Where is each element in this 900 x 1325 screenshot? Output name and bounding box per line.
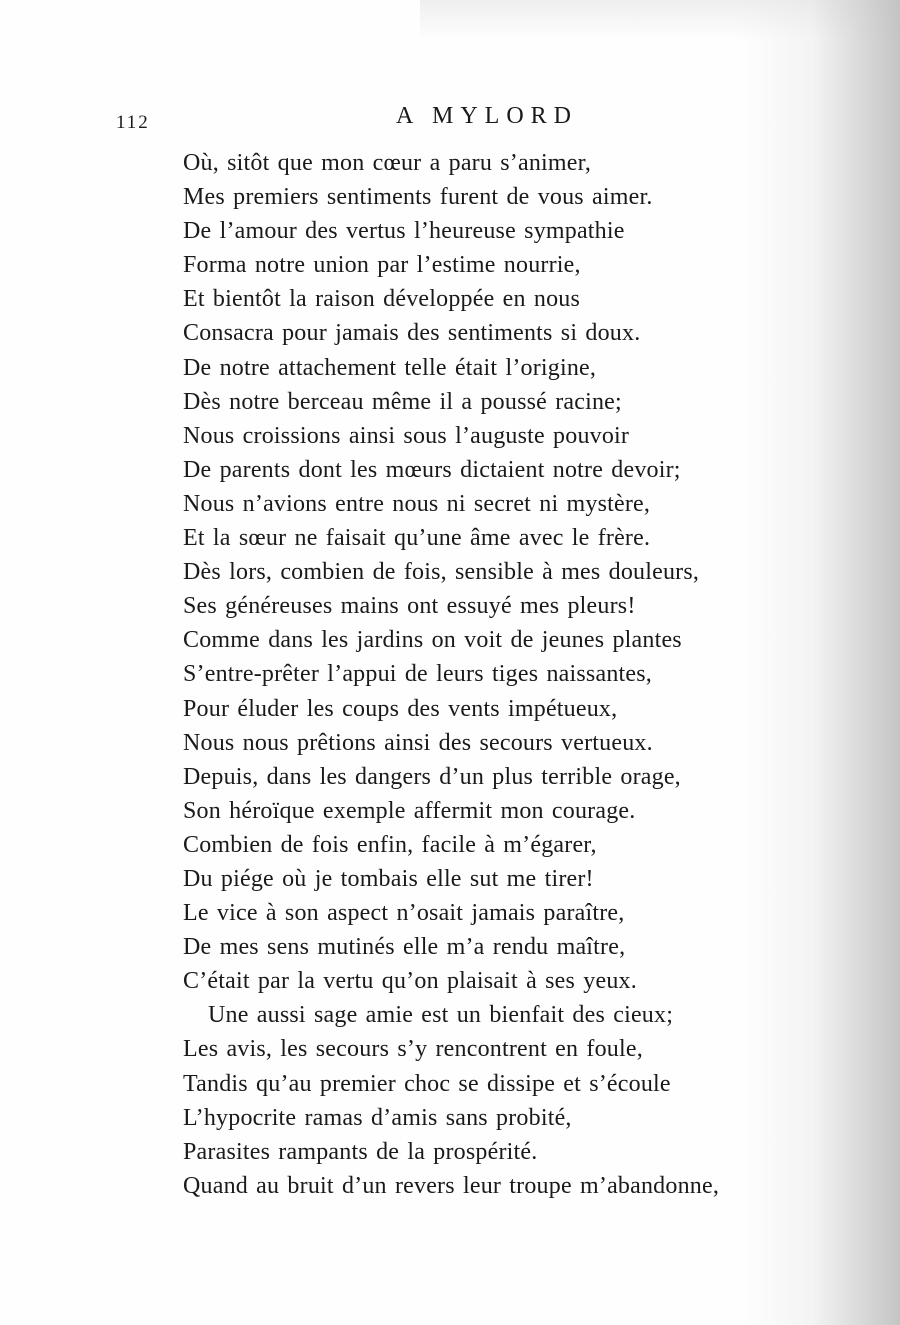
verse-line: Forma notre union par l’estime nourrie,	[183, 252, 581, 279]
verse-line: De notre attachement telle était l’origine,	[183, 354, 597, 381]
verse-line: Quand au bruit d’un revers leur troupe m’abandonne,	[183, 1172, 720, 1199]
verse-line: Le vice à son aspect n’osait jamais paraître,	[183, 900, 625, 927]
page-number: 112	[116, 112, 150, 133]
verse-line: Mes premiers sentiments furent de vous aimer.	[183, 184, 653, 211]
verse-line: Nous n’avions entre nous ni secret ni mystère,	[183, 490, 651, 517]
verse-line: Combien de fois enfin, facile à m’égarer,	[183, 831, 597, 858]
verse-line: Son héroïque exemple affermit mon courage.	[183, 797, 636, 824]
verse-line: Ses généreuses mains ont essuyé mes pleurs!	[183, 593, 636, 620]
verse-line: Nous nous prêtions ainsi des secours vertueux.	[183, 729, 653, 756]
verse-line: Dès lors, combien de fois, sensible à mes douleurs,	[183, 559, 700, 586]
poem-text	[183, 146, 719, 1203]
verse-line: Pour éluder les coups des vents impétueux,	[183, 695, 618, 722]
verse-line: Où, sitôt que mon cœur a paru s’animer,	[183, 150, 592, 176]
verse-line: S’entre-prêter l’appui de leurs tiges naissantes,	[183, 661, 652, 688]
verse-line: Depuis, dans les dangers d’un plus terrible orage,	[183, 763, 681, 790]
verse-line: Comme dans les jardins on voit de jeunes plantes	[183, 627, 682, 654]
verse-line: Nous croissions ainsi sous l’auguste pouvoir	[183, 422, 630, 449]
verse-line: De mes sens mutinés elle m’a rendu maître,	[183, 934, 626, 961]
verse-line-indented: Une aussi sage amie est un bienfait des cieux;	[208, 1002, 674, 1029]
verse-line: Dès notre berceau même il a poussé racine;	[183, 388, 622, 415]
running-title: A MYLORD	[396, 103, 579, 129]
verse-line: Tandis qu’au premier choc se dissipe et s’écoule	[183, 1070, 671, 1097]
page-edge-shadow-top	[420, 0, 900, 40]
verse-line: Et bientôt la raison développée en nous	[183, 286, 581, 313]
verse-line: De l’amour des vertus l’heureuse sympathie	[183, 218, 625, 245]
verse-line: Les avis, les secours s’y rencontrent en foule,	[183, 1036, 643, 1063]
verse-line: Parasites rampants de la prospérité.	[183, 1138, 538, 1165]
verse-line: L’hypocrite ramas d’amis sans probité,	[183, 1104, 572, 1131]
verse-line: Du piége où je tombais elle sut me tirer!	[183, 865, 594, 892]
verse-line: C’était par la vertu qu’on plaisait à ses yeux.	[183, 968, 637, 995]
verse-line: De parents dont les mœurs dictaient notre devoir;	[183, 456, 681, 483]
page-edge-shadow-right	[740, 0, 900, 1325]
verse-line: Consacra pour jamais des sentiments si doux.	[183, 320, 641, 347]
verse-line: Et la sœur ne faisait qu’une âme avec le frère.	[183, 525, 651, 552]
